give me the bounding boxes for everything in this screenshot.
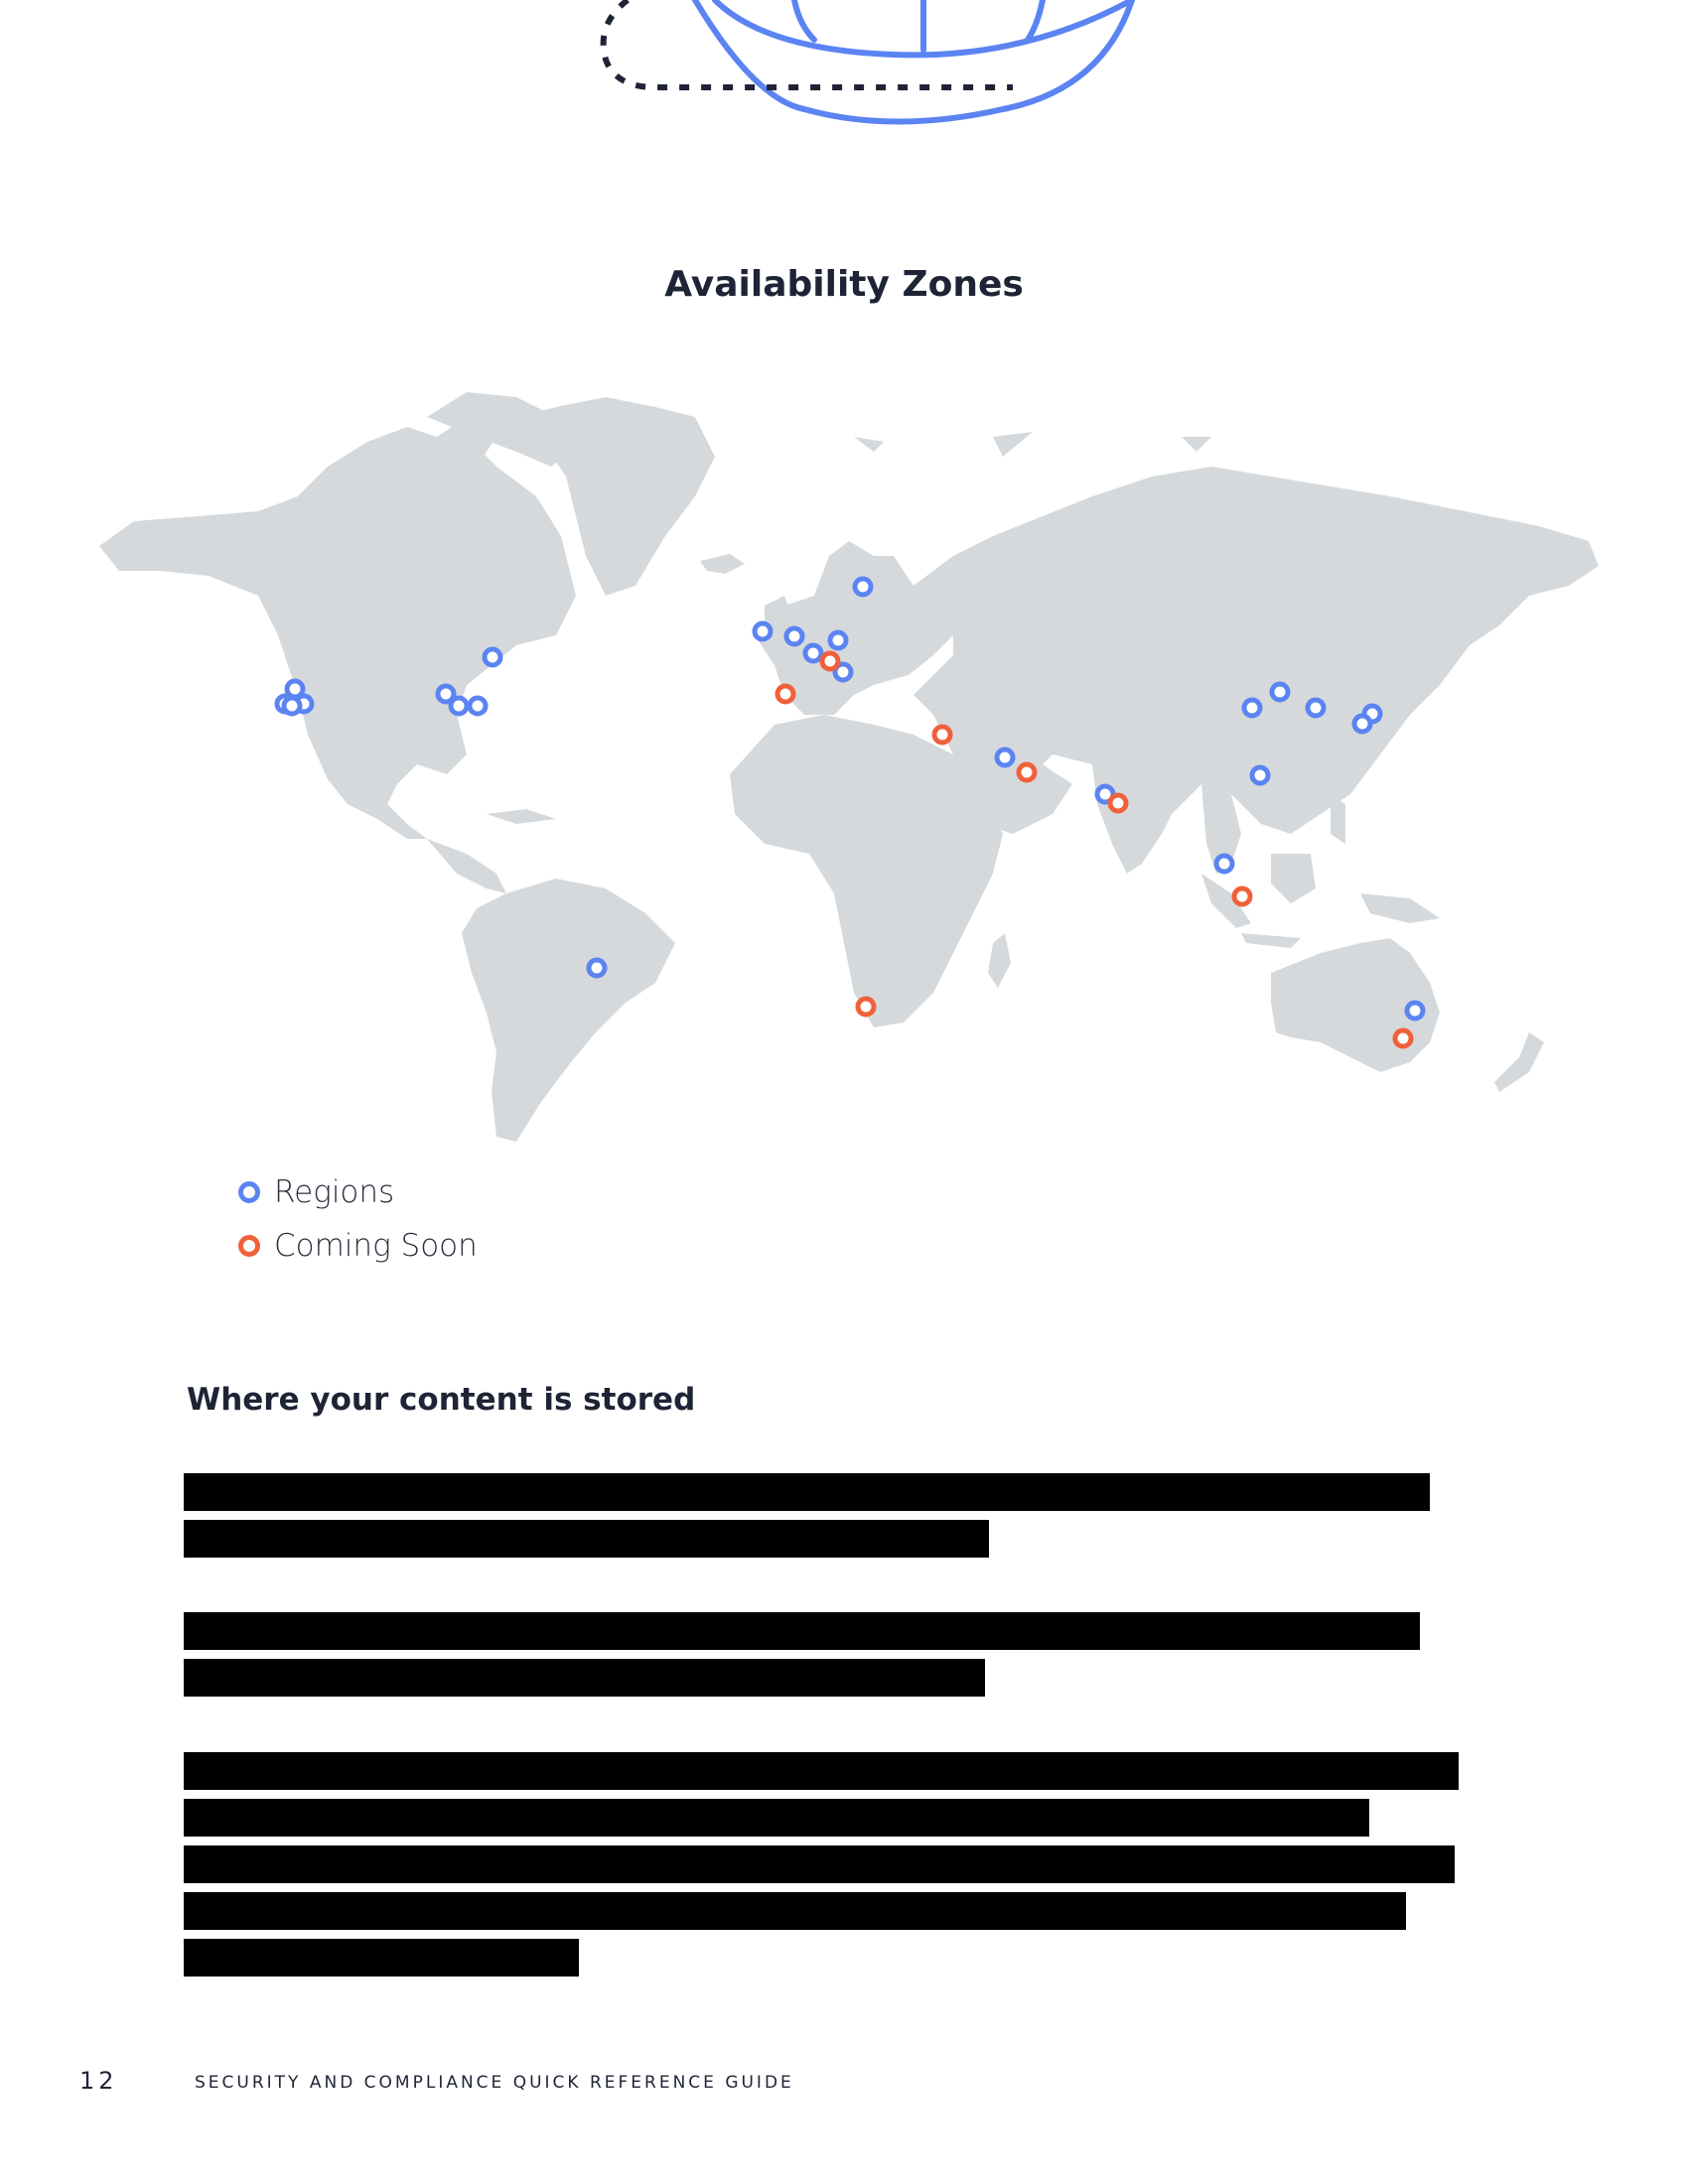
java-shape: [1241, 933, 1301, 948]
borneo-shape: [1271, 854, 1316, 903]
region-marker: [755, 623, 771, 639]
redacted-line: [184, 1659, 985, 1697]
svalbard-shape: [854, 437, 884, 452]
region-marker: [855, 579, 871, 595]
severnaya-shape: [1182, 437, 1211, 452]
novaya-zemlya-shape: [993, 432, 1033, 457]
coming-soon-marker: [777, 686, 793, 702]
region-marker: [805, 645, 821, 661]
coming-soon-marker: [1234, 888, 1250, 904]
central-america-shape: [427, 839, 506, 893]
region-marker: [1244, 700, 1260, 716]
region-marker: [451, 698, 467, 714]
region-marker: [589, 960, 605, 976]
section-heading: Where your content is stored: [187, 1382, 696, 1418]
coming-soon-marker: [1110, 795, 1126, 811]
south-america-shape: [462, 879, 675, 1142]
legend-item-regions: [238, 1165, 478, 1219]
new-guinea-shape: [1360, 893, 1440, 923]
caribbean-shape: [487, 809, 556, 824]
coming-soon-marker-icon: [238, 1235, 260, 1257]
coming-soon-marker: [822, 653, 838, 669]
region-marker: [485, 649, 500, 665]
redacted-line: [184, 1520, 989, 1558]
legend-label-coming-soon: Coming Soon: [274, 1228, 478, 1264]
coming-soon-marker: [934, 727, 950, 743]
map-legend: [238, 1165, 478, 1273]
region-marker: [997, 750, 1013, 765]
philippines-shape: [1331, 794, 1345, 844]
north-america-shape: [99, 437, 576, 839]
redacted-line: [184, 1473, 1430, 1511]
page-title: Availability Zones: [664, 264, 1024, 305]
legend-label-regions: Regions: [274, 1174, 395, 1210]
region-marker: [1407, 1003, 1423, 1019]
region-marker: [284, 698, 300, 714]
redacted-line: [184, 1752, 1459, 1790]
legend-item-coming-soon: [238, 1219, 478, 1273]
region-marker: [830, 632, 846, 648]
new-zealand-shape: [1494, 1032, 1544, 1092]
coming-soon-marker: [1019, 764, 1035, 780]
redacted-line: [184, 1799, 1369, 1837]
guide-title: SECURITY AND COMPLIANCE QUICK REFERENCE GUIDE: [195, 2073, 794, 2093]
region-marker: [1272, 684, 1288, 700]
region-marker-icon: [238, 1181, 260, 1203]
region-marker: [786, 628, 802, 644]
iceland-shape: [700, 554, 745, 574]
redacted-line: [184, 1612, 1420, 1650]
region-marker: [1308, 700, 1324, 716]
region-marker: [1252, 767, 1268, 783]
coming-soon-marker: [858, 999, 874, 1015]
page-number: 12: [79, 2067, 118, 2095]
redacted-line: [184, 1845, 1455, 1883]
region-marker: [1216, 856, 1232, 872]
redacted-line: [184, 1892, 1406, 1930]
coming-soon-marker: [1395, 1030, 1411, 1046]
redacted-line: [184, 1939, 579, 1977]
map-landmass: [99, 392, 1599, 1142]
madagascar-shape: [988, 933, 1011, 988]
region-marker: [1354, 716, 1370, 732]
region-marker: [470, 698, 486, 714]
